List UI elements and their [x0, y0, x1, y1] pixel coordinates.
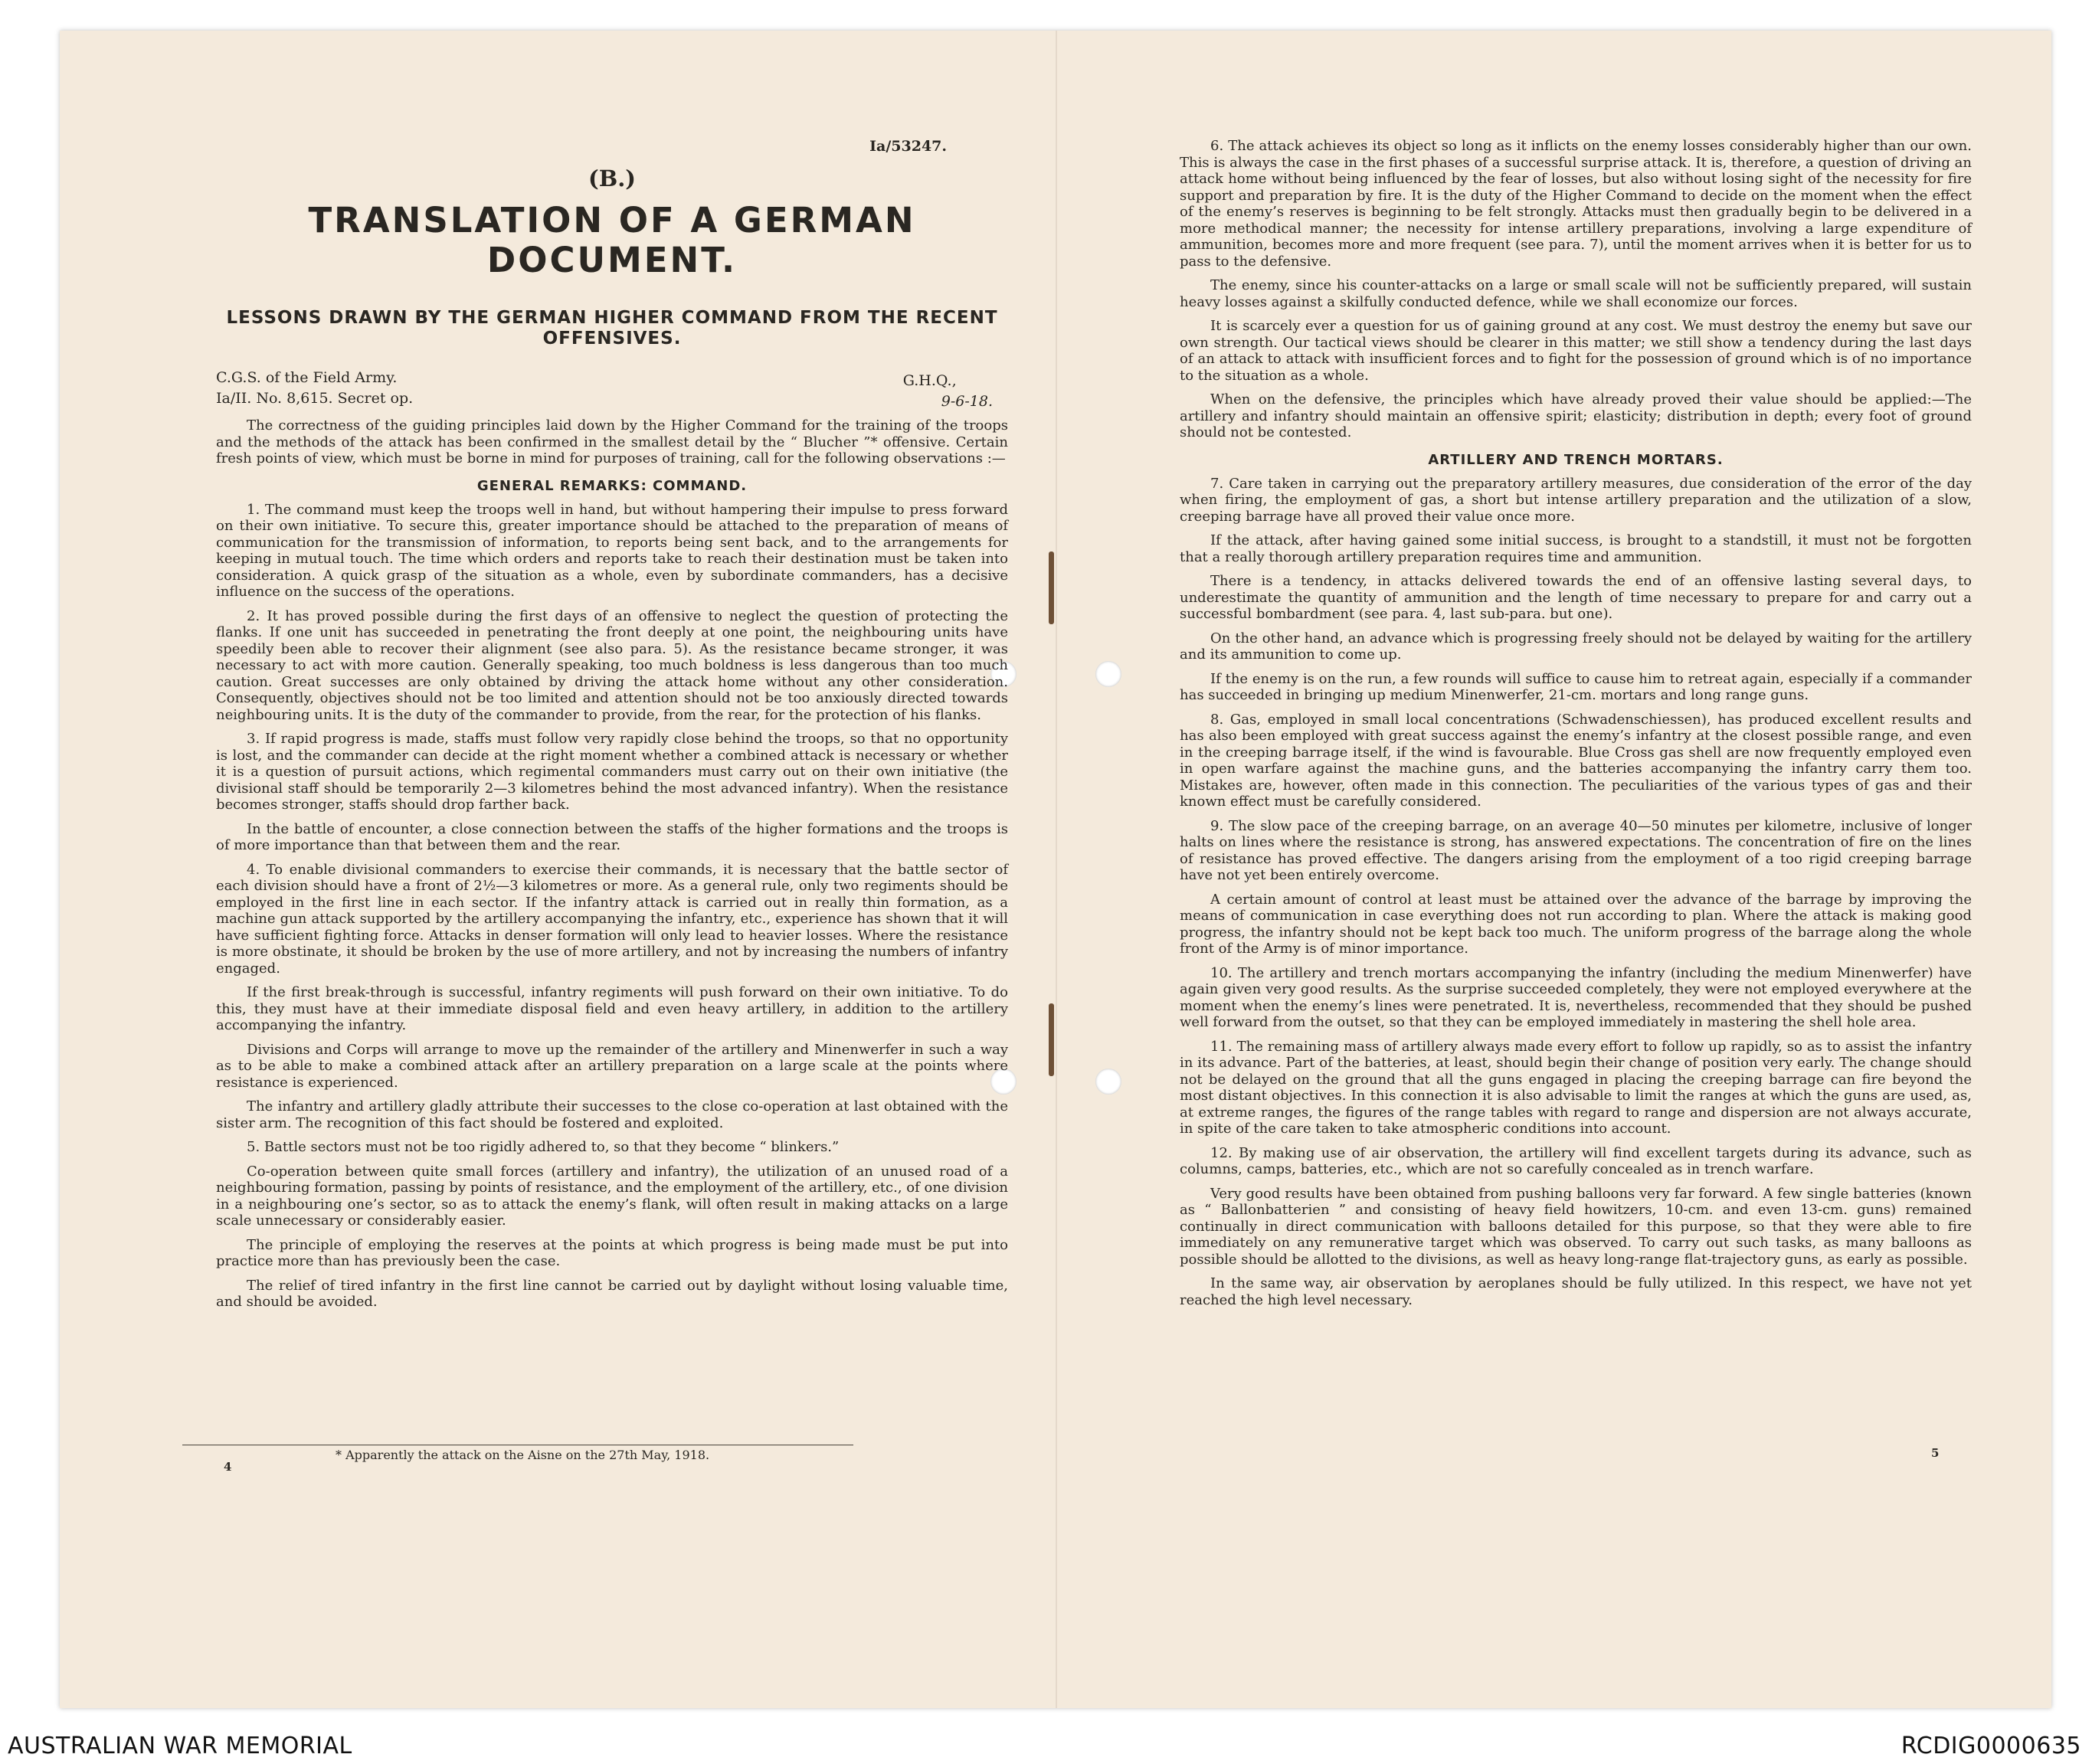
paragraph: Very good results have been obtained from pushing balloons very far forward. A few single batteries (known as “ Ballonbatterien ” and consisting of heavy field howitzers, 10-cm. and even 13-cm. guns) remained continually in direct communication with balloons detailed for this purpose, so that they were able to fire immediately on any remunerative target which was observed. To carry out such tasks, as many balloons as possible should be allotted to the divisions, as well as heavy long-range flat-trajectory guns, as early as possible. — [1180, 1185, 1972, 1268]
document-sheet — [60, 31, 2051, 1708]
staple — [1049, 1003, 1054, 1076]
footnote: * Apparently the attack on the Aisne on the 27th May, 1918. — [336, 1448, 710, 1462]
paragraph: The enemy, since his counter-attacks on a large or small scale will not be sufficiently prepared, will sustain heavy losses against a skilfully conducted defence, while we shall economize our forces. — [1180, 277, 1972, 310]
paragraph: 9. The slow pace of the creeping barrage, on an average 40—50 minutes per kilometre, inclusive of longer halts on lines where the resistance is strong, has answered expectations. The concentration of fire on the lines of resistance has proved effective. The dangers arising from the employment of a too rigid creeping barrage have not yet been entirely overcome. — [1180, 817, 1972, 883]
paragraph: 12. By making use of air observation, the artillery will find excellent targets during its advance, such as columns, camps, batteries, etc., which are not so carefully concealed as in trench warfare. — [1180, 1144, 1972, 1177]
left-body — [216, 417, 1008, 1318]
document-title: TRANSLATION OF A GERMAN DOCUMENT. — [308, 200, 916, 280]
paragraph: The infantry and artillery gladly attribute their successes to the close co-operation at last obtained with the sister arm. The recognition of this fact should be fostered and exploited. — [216, 1098, 1008, 1131]
section-heading: ARTILLERY AND TRENCH MORTARS. — [1428, 451, 1724, 468]
section-heading: GENERAL REMARKS: COMMAND. — [476, 477, 748, 494]
paragraph: On the other hand, an advance which is progressing freely should not be delayed by waiting for the artillery and its ammunition to come up. — [1180, 630, 1972, 663]
paragraph: 5. Battle sectors must not be too rigidly adhered to, so that they become “ blinkers.” — [247, 1139, 840, 1155]
paragraph: Divisions and Corps will arrange to move up the remainder of the artillery and Minenwerfer in such a way as to be able to make a combined attack after an artillery preparation on a large scale at the points where resistance is experienced. — [216, 1041, 1008, 1091]
intro-paragraph: The correctness of the guiding principles laid down by the Higher Command for the training of the troops and the methods of the attack has been confirmed in the smallest detail by the “ Blucher ”* offensive. Certain fresh points of view, which must be borne in mind for purposes of training, call for the following observations :— — [216, 417, 1008, 466]
center-fold — [1056, 31, 1057, 1708]
sender-line: C.G.S. of the Field Army. — [216, 369, 398, 386]
paragraph: Co-operation between quite small forces (artillery and infantry), the utilization of an unused road of a neighbouring formation, passing by points of resistance, and the employment of the artillery, etc., of one division in a neighbouring one’s sector, so as to attack the enemy’s flank, will often result in making attacks on a large scale unnecessary or considerably easier. — [216, 1163, 1008, 1229]
paragraph: The relief of tired infantry in the first line cannot be carried out by daylight without losing valuable time, and should be avoided. — [216, 1277, 1008, 1310]
paragraph: If the first break-through is successful, infantry regiments will push forward on their own initiative. To do this, they must have at their immediate disposal field and even heavy artillery, in addition to the artillery accompanying the infantry. — [216, 984, 1008, 1033]
paragraph: 6. The attack achieves its object so long as it inflicts on the enemy losses considerably higher than our own. This is always the case in the first phases of a successful surprise attack. It is, therefore, a question of driving an attack home without being influenced by the fear of losses, but also without losing sight of the necessity for fire support and preparation by fire. It is the duty of the Higher Command to decide on the moment when the effect of the enemy’s reserves is beginning to be felt strongly. Attacks must then gradually begin to be delivered in a more methodical manner; the necessity for intense artillery preparations, involving a large expenditure of ammunition, becomes more and more frequent (see para. 7), until the moment arrives when it is better for us to pass to the defensive. — [1180, 138, 1972, 270]
paragraph: 10. The artillery and trench mortars accompanying the infantry (including the medium Minenwerfer) have again given very good results. As the surprise succeeded completely, they were not employed everywhere at the moment when the enemy’s lines were penetrated. It is, nevertheless, recommended that they should be pushed well forward from the outset, so that they can be employed immediately in mastering the shell hole area. — [1180, 964, 1972, 1030]
punch-hole — [1095, 661, 1121, 687]
paragraph: 4. To enable divisional commanders to exercise their commands, it is necessary that the battle sector of each division should have a front of 2½—3 kilometres or more. As a general rule, only two regiments should be employed in the first line in each sector. If the infantry attack is carried out in really thin formation, as a machine gun attack supported by the artillery accompanying the infantry, etc., experience has shown that it will have sufficient fighting force. Attacks in denser formation will only lead to heavier losses. Where the resistance is more obstinate, it should be broken by the use of more artillery, and not by increasing the numbers of infantry engaged. — [216, 861, 1008, 977]
paragraph: If the attack, after having gained some initial success, is brought to a standstill, it must not be forgotten that a really thorough artillery preparation requires time and ammunition. — [1180, 532, 1972, 565]
paragraph: 7. Care taken in carrying out the preparatory artillery measures, due consideration of the error of the day when firing, the employment of gas, a short but intense artillery preparation and the utilization of a slow, creeping barrage have all proved their value once more. — [1180, 475, 1972, 525]
document-reference: Ia/53247. — [869, 138, 947, 155]
paragraph: 3. If rapid progress is made, staffs must follow very rapidly close behind the troops, so that no opportunity is lost, and the commander can decide at the right moment whether a combined attack is necessary or whether it is a question of pursuit actions, which regimental commanders must carry out on their own initiative (the divisional staff should be temporarily 2—3 kilometres behind the most advanced infantry). When the resistance becomes stronger, staffs should drop farther back. — [216, 731, 1008, 813]
paragraph: 8. Gas, employed in small local concentrations (Schwadenschiessen), has produced excellent results and has also been employed with great success against the enemy’s infantry at the closest possible range, and even in the creeping barrage itself, if the wind is favourable. Blue Cross gas shell are now frequently employed even in open warfare against the machine guns, and the batteries accompanying the infantry carry them too. Mistakes are, however, often made in this connection. The peculiarities of the various types of gas and their known effect must be carefully considered. — [1180, 711, 1972, 810]
page-number: 4 — [224, 1460, 232, 1474]
paragraph: 2. It has proved possible during the first days of an offensive to neglect the question of protecting the flanks. If one unit has succeeded in penetrating the front deeply at one point, the neighbouring units have speedily been able to recover their alignment (see also para. 5). As the resistance became stronger, it was necessary to act with more caution. Generally speaking, too much boldness is less dangerous than too much caution. Great successes are only obtained by driving the attack home without any other consideration. Consequently, objectives should not be too limited and attention should not be too anxiously directed towards neighbouring units. It is the duty of the commander to provide, from the rear, for the protection of his flanks. — [216, 607, 1008, 723]
right-body — [1180, 138, 1972, 1316]
page-number: 5 — [1931, 1446, 1940, 1460]
staple — [1049, 551, 1054, 624]
place-date-block — [903, 371, 993, 412]
paragraph: There is a tendency, in attacks delivered towards the end of an offensive lasting several days, to underestimate the quantity of ammunition and the length of time necessary to prepare for and carry out a successful bombardment (see para. 4, last sub-para. but one). — [1180, 573, 1972, 622]
sender-block — [216, 368, 413, 409]
archive-id: RCDIG0000635 — [1900, 1733, 2081, 1759]
block-label: (B.) — [588, 165, 637, 191]
paragraph: 11. The remaining mass of artillery always made every effort to follow up rapidly, so as to assist the infantry in its advance. Part of the batteries, at least, should begin their change of position very early. The change should not be delayed on the ground that all the guns engaged in placing the creeping barrage can fire beyond the most distant objectives. In this connection it is also advisable to limit the ranges at which the guns are used, as, at extreme ranges, the figures of the range tables with regard to range and dispersion are not always accurate, in spite of the care taken to take atmospheric conditions into account. — [1180, 1038, 1972, 1137]
sender-line: Ia/II. No. 8,615. Secret op. — [216, 390, 414, 407]
date: 9-6-18. — [941, 393, 993, 410]
paragraph: In the same way, air observation by aeroplanes should be fully utilized. In this respect, we have not yet reached the high level necessary. — [1180, 1275, 1972, 1308]
punch-hole — [1095, 1069, 1121, 1095]
paragraph: 1. The command must keep the troops well in hand, but without hampering their impulse to press forward on their own initiative. To secure this, greater importance should be attached to the preparation of means of communication for the transmission of information, to reports being sent back, and to the arrangements for keeping in mutual touch. The time which orders and reports take to reach their destination must be taken into consideration. A quick grasp of the situation as a whole, even by subordinate commanders, has a decisive influence on the success of the operations. — [216, 501, 1008, 600]
paragraph: A certain amount of control at least must be attained over the advance of the barrage by improving the means of communication in case everything does not run according to plan. Where the attack is making good progress, the infantry should not be kept back too much. The uniform progress of the barrage along the whole front of the Army is of minor importance. — [1180, 891, 1972, 957]
place: G.H.Q., — [902, 372, 957, 389]
archive-caption: AUSTRALIAN WAR MEMORIAL — [8, 1733, 352, 1759]
paragraph: When on the defensive, the principles which have already proved their value should be applied:—The artillery and infantry should maintain an offensive spirit; elasticity; distribution in depth; every foot of ground should not be contested. — [1180, 391, 1972, 440]
paragraph: The principle of employing the reserves at the points at which progress is being made must be put into practice more than has previously been the case. — [216, 1236, 1008, 1269]
document-subtitle: LESSONS DRAWN BY THE GERMAN HIGHER COMMAND FROM THE RECENT OFFENSIVES. — [226, 308, 998, 349]
paragraph: In the battle of encounter, a close connection between the staffs of the higher formations and the troops is of more importance than that between them and the rear. — [216, 820, 1008, 853]
paragraph: If the enemy is on the run, a few rounds will suffice to cause him to retreat again, especially if a commander has succeeded in bringing up medium Minenwerfer, 21-cm. mortars and long range guns. — [1180, 670, 1972, 703]
paragraph: It is scarcely ever a question for us of gaining ground at any cost. We must destroy the enemy but save our own strength. Our tactical views should be clearer in this matter; we still show a tendency during the last days of an attack to attack with insufficient forces and to fight for the possession of ground which is of no importance to the situation as a whole. — [1180, 318, 1972, 384]
